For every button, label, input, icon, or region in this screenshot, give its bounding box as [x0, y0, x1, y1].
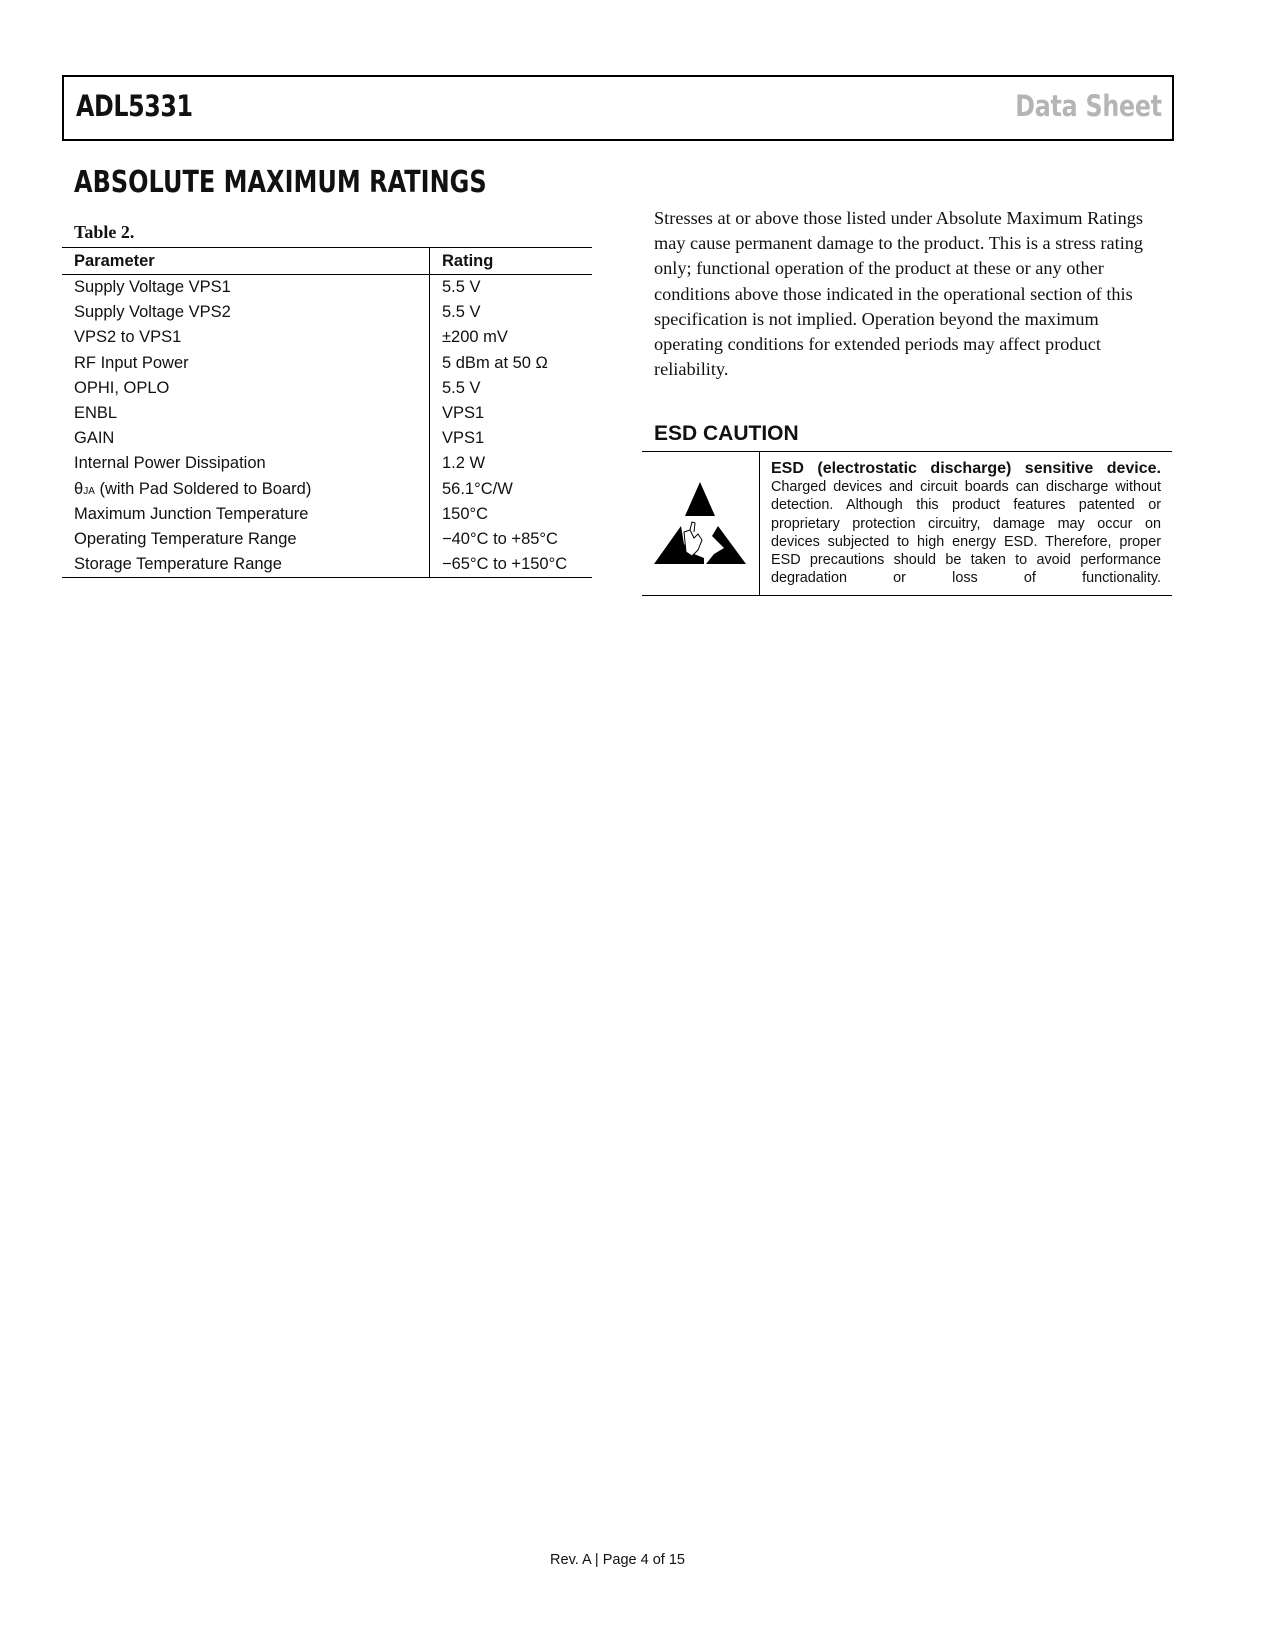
stress-paragraph-block [654, 206, 1166, 382]
esd-box-divider [759, 452, 760, 595]
table-header-row [62, 248, 592, 275]
table-row [62, 527, 592, 552]
section-title: ABSOLUTE MAXIMUM RATINGS [74, 165, 487, 200]
theta-symbol: θ [74, 479, 84, 498]
table-row [62, 451, 592, 476]
table-row [62, 477, 592, 502]
rating-cell: 5.5 V [442, 378, 481, 397]
esd-caution-text [771, 460, 1161, 587]
column-header-rating: Rating [430, 248, 593, 275]
table-row [62, 401, 592, 426]
parameter-cell: Operating Temperature Range [62, 527, 430, 552]
parameter-cell: GAIN [62, 426, 430, 451]
page-footer: Rev. A | Page 4 of 15 [550, 1552, 685, 1568]
rating-cell: 56.1°C/W [442, 479, 513, 498]
theta-subscript: JA [83, 485, 95, 497]
parameter-cell: ENBL [62, 401, 430, 426]
rating-cell: −40°C to +85°C [442, 529, 558, 548]
parameter-cell: RF Input Power [62, 351, 430, 376]
table-caption: Table 2. [74, 222, 135, 242]
rating-cell: 150°C [442, 504, 489, 523]
rating-cell: VPS1 [442, 404, 485, 423]
table-row [62, 502, 592, 527]
parameter-cell: Internal Power Dissipation [62, 451, 430, 476]
esd-caution-box [642, 451, 1172, 596]
theta-description: (with Pad Soldered to Board) [94, 479, 312, 498]
esd-caution-lead: ESD (electrostatic discharge) sensitive device. [771, 460, 1161, 477]
rating-cell: VPS1 [442, 429, 485, 448]
parameter-cell-theta-ja [62, 477, 430, 502]
rating-cell: 5 dBm at 50 Ω [442, 353, 548, 372]
table-row [62, 376, 592, 401]
table-row [62, 426, 592, 451]
ratings-table [62, 247, 592, 578]
parameter-cell: Maximum Junction Temperature [62, 502, 430, 527]
rating-cell: 5.5 V [442, 278, 481, 297]
page-header [62, 75, 1174, 141]
parameter-cell: OPHI, OPLO [62, 376, 430, 401]
document-type: Data Sheet [1015, 89, 1162, 123]
product-name: ADL5331 [76, 89, 193, 123]
parameter-cell: Supply Voltage VPS2 [62, 300, 430, 325]
esd-warning-icon [654, 482, 746, 569]
table-row [62, 300, 592, 325]
parameter-cell: VPS2 to VPS1 [62, 325, 430, 350]
table-row [62, 275, 592, 301]
rating-cell: 1.2 W [442, 454, 486, 473]
table-row [62, 325, 592, 350]
stress-paragraph: Stresses at or above those listed under Absolute Maximum Ratings may cause permanent damage to the product. This is a stress rating only; functional operation of the product at these or any other conditions above those indicated in the operational section of this specification is not implied. Operation beyond the maximum operating conditions for extended periods may affect product reliability. [654, 208, 1144, 380]
table-row [62, 552, 592, 578]
rating-cell: −65°C to +150°C [430, 552, 593, 578]
esd-caution-title: ESD CAUTION [654, 422, 799, 445]
column-header-parameter: Parameter [62, 248, 430, 275]
parameter-cell: Storage Temperature Range [62, 552, 430, 578]
rating-cell: ±200 mV [442, 328, 508, 347]
parameter-cell: Supply Voltage VPS1 [62, 275, 430, 301]
rating-cell: 5.5 V [442, 303, 481, 322]
esd-caution-body: Charged devices and circuit boards can discharge without detection. Although this product features patented or proprietary protection circuitry, damage may occur on devices subjected to high energy ESD. Therefore, proper ESD precautions should be taken to avoid performance degradation or loss of functionality. [771, 479, 1161, 587]
table-row [62, 351, 592, 376]
